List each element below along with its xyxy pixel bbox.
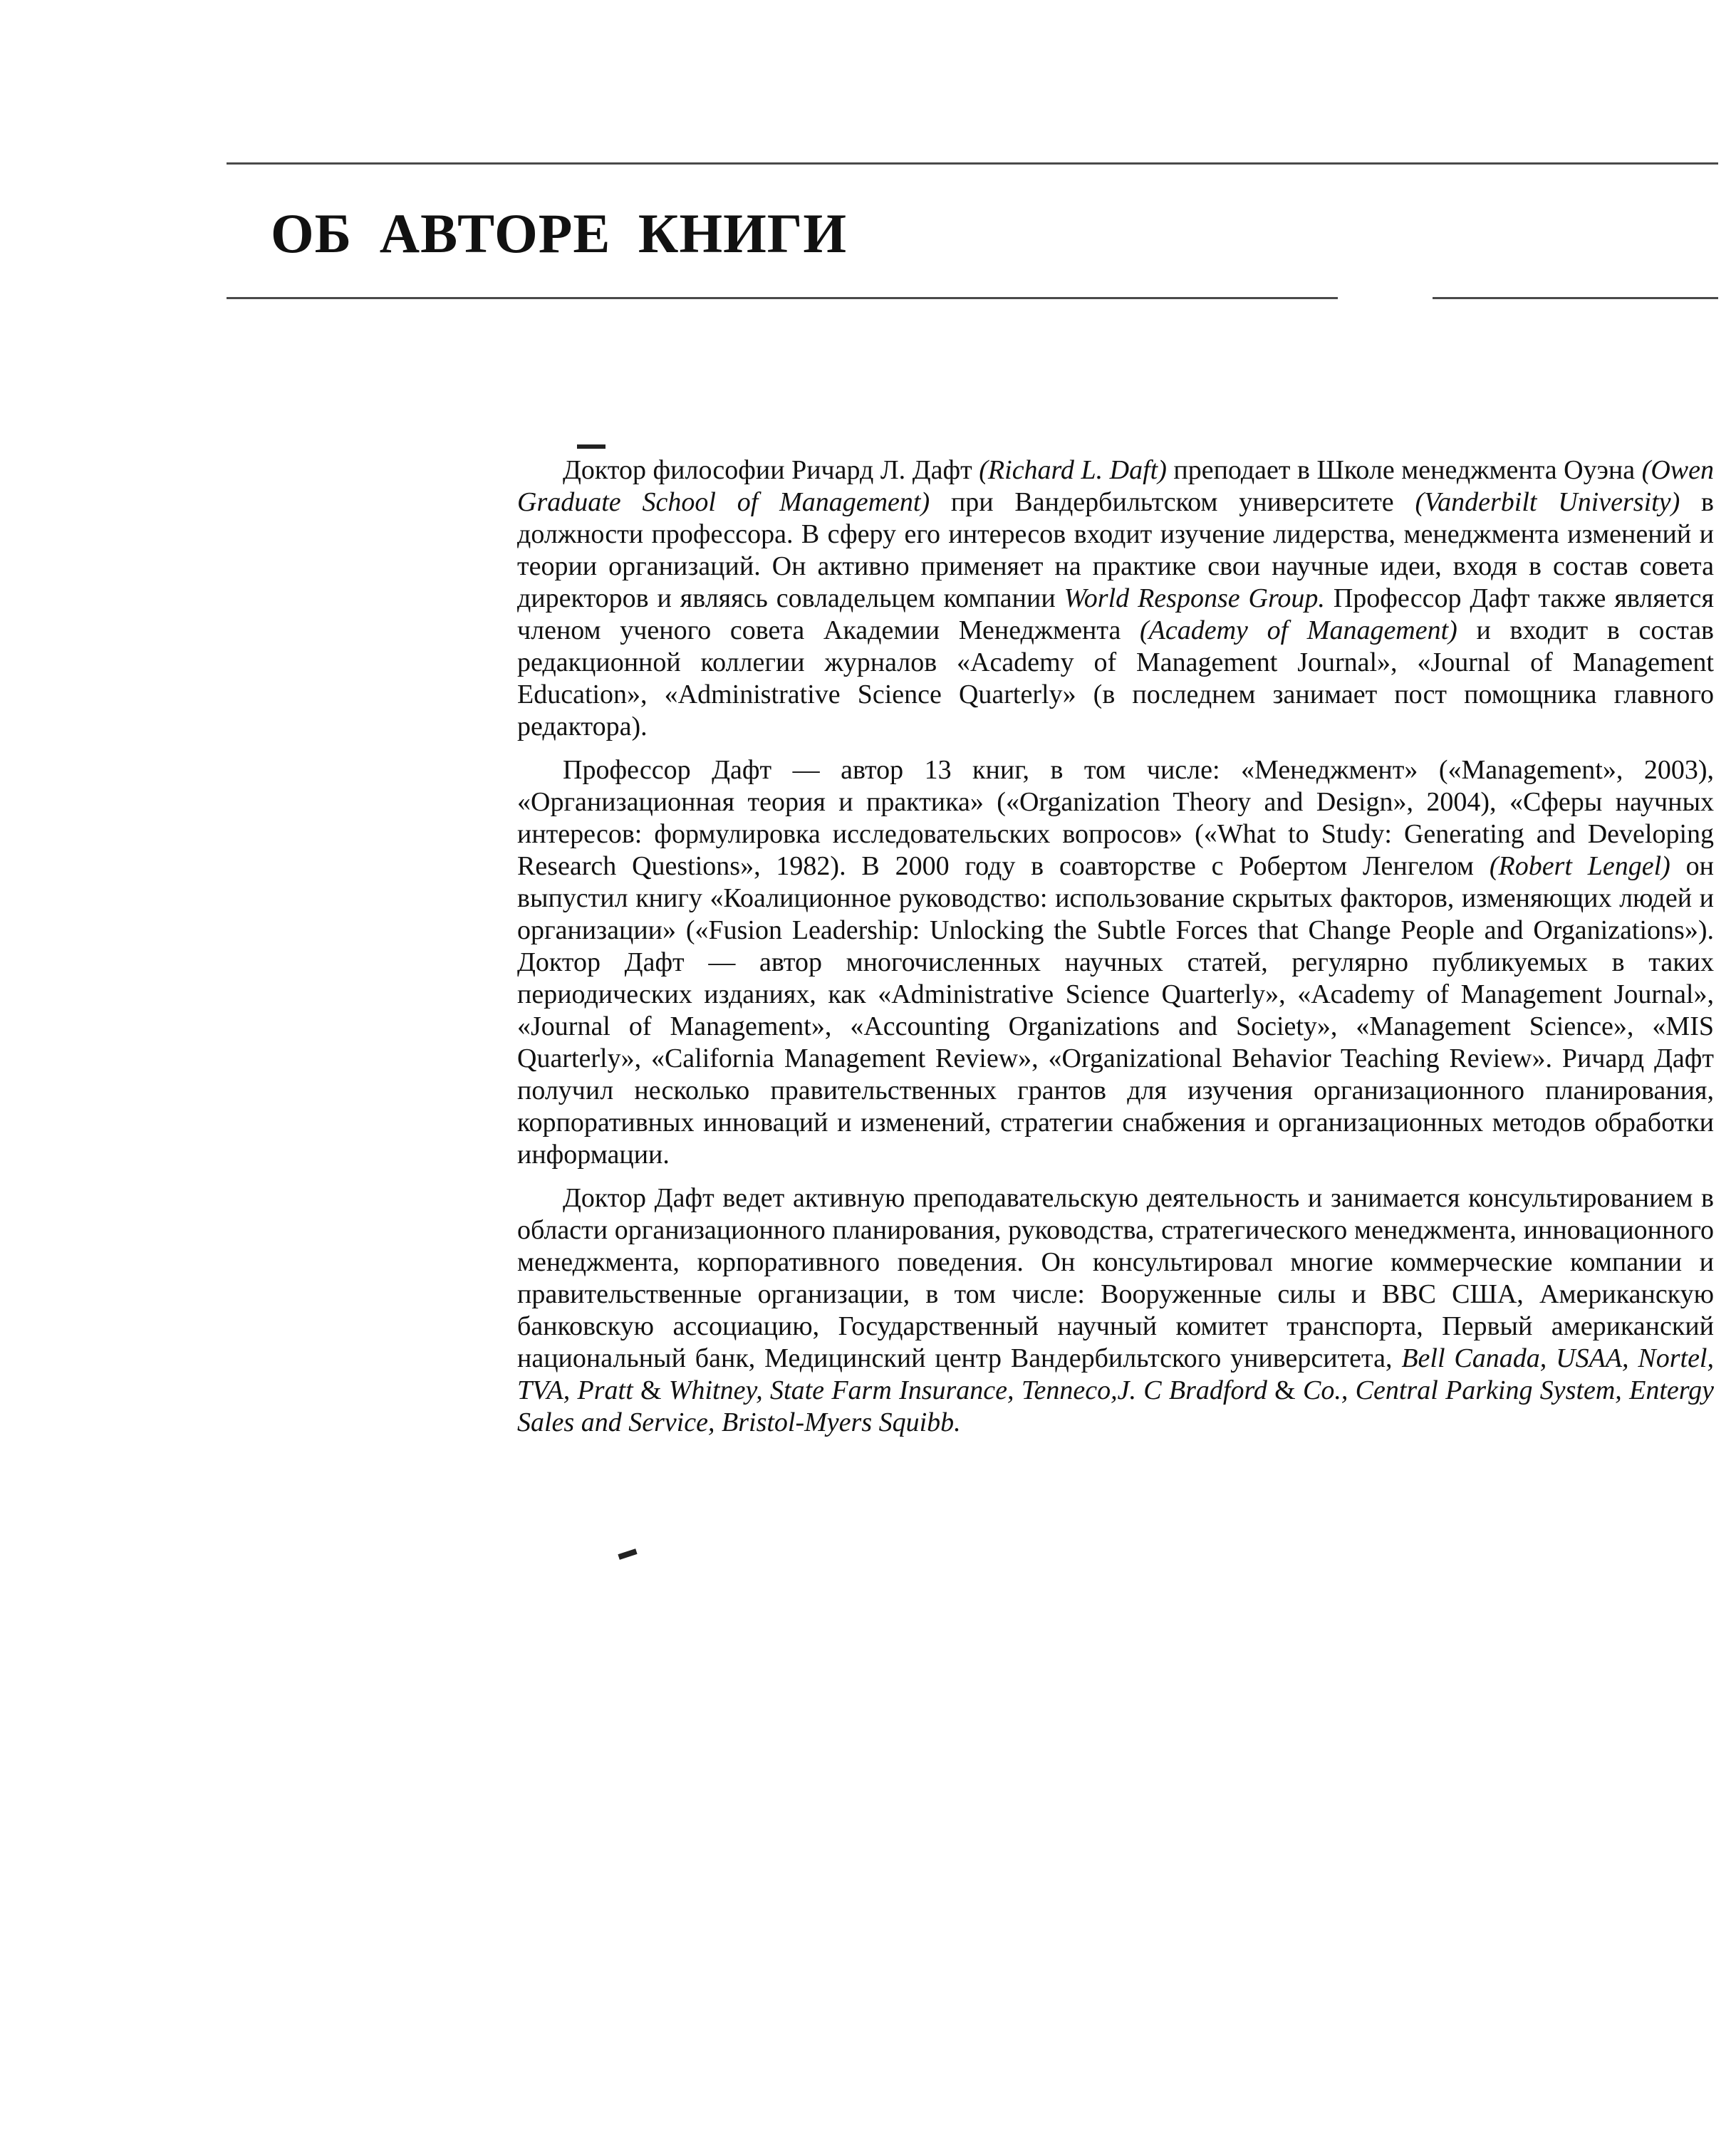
paragraph-2 xyxy=(517,754,1714,1171)
italic-run: (Vanderbilt University) xyxy=(1415,487,1680,517)
italic-run: (Academy of Management) xyxy=(1140,615,1457,645)
italic-run: Bell Canada, USAA, Nortel, TVA, Pratt xyxy=(517,1343,1714,1405)
author-biography xyxy=(517,454,1714,1450)
text-run: при Вандербильтском университете xyxy=(930,487,1415,517)
text-run: преподает в Школе менеджмента Оуэна xyxy=(1166,455,1642,485)
italic-run: World Response Group. xyxy=(1064,583,1325,613)
page-title: ОБ АВТОРЕ КНИГИ xyxy=(271,202,848,264)
text-run: & xyxy=(633,1375,669,1405)
italic-run: (Robert Lengel) xyxy=(1489,851,1670,881)
italic-run: (Richard L. Daft) xyxy=(979,455,1167,485)
bottom-rule-right xyxy=(1433,297,1718,299)
text-run: Профессор Дафт — автор 13 книг, в том числе: «Менеджмент» («Management», 2003), «Организационная теория и практика» («Organization Theory and Design», 2004), «Сферы научных интересов: формулировка исследовательских вопросов» («What to Study: Generating and Developing Research Questions», 1982). В 2000 году в соавторстве с Робертом Ленгелом xyxy=(517,755,1714,881)
italic-run: Whitney, State Farm Insurance, Tenneco,J. C Bradford xyxy=(668,1375,1267,1405)
italic-run: Co., Central Parking System, Entergy Sales and Service, Bristol-Myers Squibb. xyxy=(517,1375,1714,1437)
text-run: Доктор философии Ричард Л. Дафт xyxy=(563,455,979,485)
top-rule xyxy=(227,162,1718,165)
text-run: Доктор Дафт ведет активную преподавательскую деятельность и занимается консультированием в области организационного планирования, руководства, стратегического менеджмента, инновационного менеджмента, корпоративного поведения. Он консультировал многие коммерческие компании и правительственные организации, в том числе: Вооруженные силы и ВВС США, Американскую банковскую ассоциацию, Государственный научный комитет транспорта, Первый американский национальный банк, Медицинский центр Вандербильтского университета, xyxy=(517,1183,1714,1373)
text-run: он выпустил книгу «Коалиционное руководство: использование скрытых факторов, изменяющих людей и организации» («Fusion Leadership: Unlocking the Subtle Forces that Change People and Organizations»). Доктор Дафт — автор многочисленных научных статей, регулярно публикуемых в таких периодических изданиях, как «Administrative Science Quarterly», «Academy of Management Journal», «Journal of Management», «Accounting Organizations and Society», «Management Science», «MIS Quarterly», «California Management Review», «Organizational Behavior Teaching Review». Ричард Дафт получил несколько правительственных грантов для изучения организационного планирования, корпоративных инноваций и изменений, стратегии снабжения и организационных методов обработки информации. xyxy=(517,851,1715,1170)
scan-speck-top xyxy=(577,444,605,449)
italic-run: (Owen Graduate School of Management) xyxy=(517,455,1714,517)
paragraph-3 xyxy=(517,1182,1714,1439)
scan-speck-bottom xyxy=(618,1548,637,1560)
text-run: & xyxy=(1267,1375,1303,1405)
bottom-rule-left xyxy=(227,297,1338,299)
paragraph-1 xyxy=(517,454,1714,743)
text-run: Профессор Дафт также является членом ученого совета Академии Менеджмента xyxy=(517,583,1714,645)
text-run: в должности профессора. В сферу его интересов входит изучение лидерства, менеджмента изменений и теории организаций. Он активно применяет на практике свои научные идеи, входя в состав совета директоров и являясь совладельцем компании xyxy=(517,487,1714,613)
text-run: и входит в состав редакционной коллегии журналов «Academy of Management Journal», «Journal of Management Education», «Administrative Science Quarterly» (в последнем занимает пост помощника главного редактора). xyxy=(517,615,1715,741)
